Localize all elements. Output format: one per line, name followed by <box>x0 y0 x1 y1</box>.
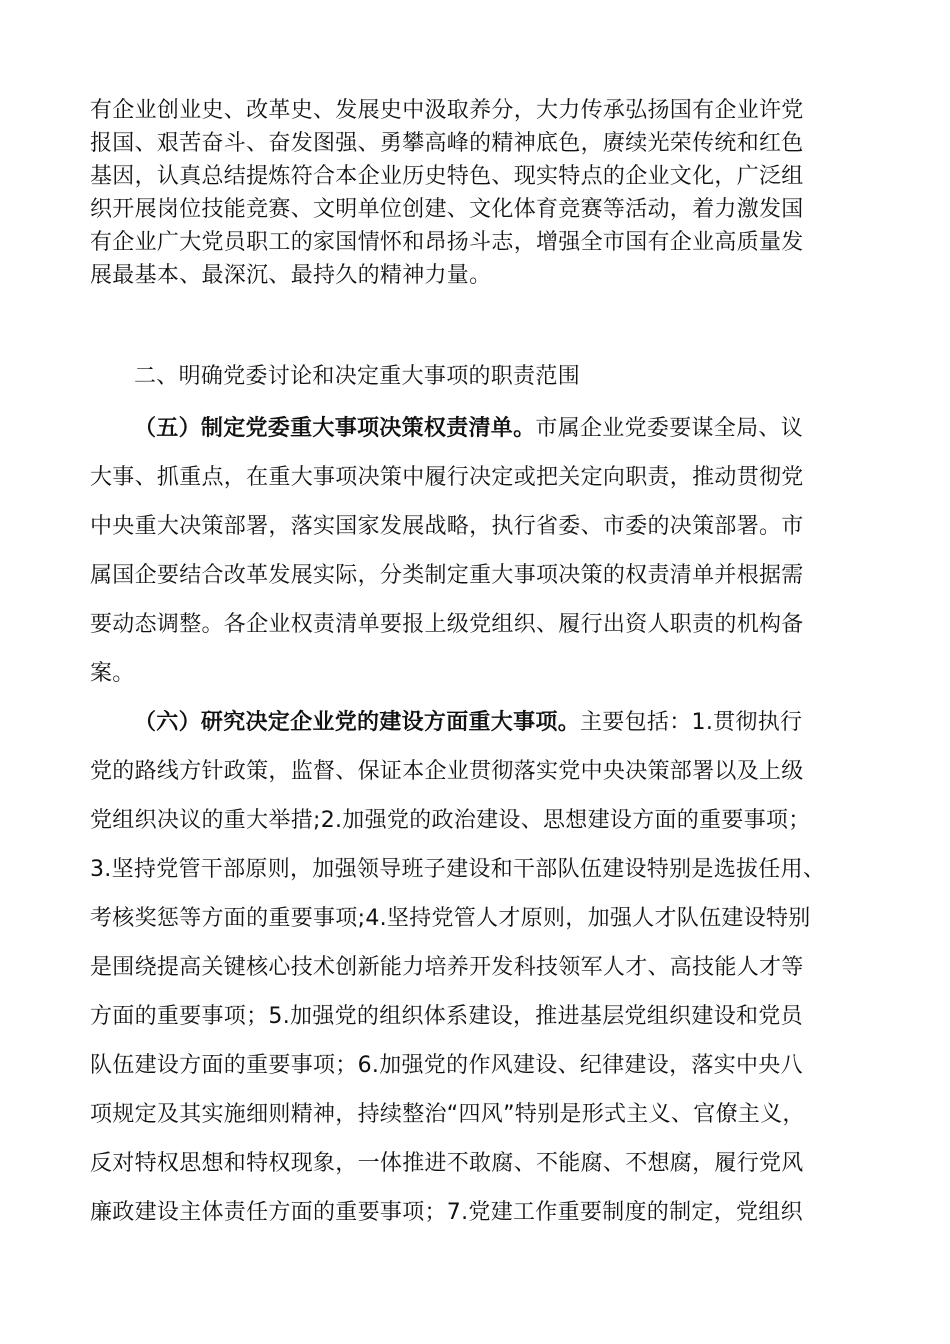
item-5-first-line <box>90 404 870 453</box>
paragraph-line: 廉政建设主体责任方面的重要事项；7.党建工作重要制度的制定，党组织 <box>90 1200 803 1225</box>
item-6-title: （六）研究决定企业党的建设方面重大事项。 <box>134 710 581 735</box>
intro-paragraph <box>90 94 870 292</box>
paragraph-line: 方面的重要事项；5.加强党的组织体系建设，推进基层党组织建设和党员 <box>90 1004 803 1029</box>
paragraph-line: 是围绕提高关键核心技术创新能力培养开发科技领军人才、高技能人才等 <box>90 955 804 980</box>
item-6-paragraph <box>90 698 870 1237</box>
item-5-first-text: 市属企业党委要谋全局、议 <box>535 416 804 441</box>
paragraph-line: 项规定及其实施细则精神，持续整治“四风”特别是形式主义、官僚主义， <box>90 1102 805 1127</box>
paragraph-line: 大事、抓重点，在重大事项决策中履行决定或把关定向职责，推动贯彻党 <box>90 465 804 490</box>
item-5-title: （五）制定党委重大事项决策权责清单。 <box>134 416 536 441</box>
paragraph-line: 案。 <box>90 661 135 686</box>
paragraph-line: 党组织决议的重大举措;2.加强党的政治建设、思想建设方面的重要事项； <box>90 808 811 833</box>
paragraph-line: 考核奖惩等方面的重要事项;4.坚持党管人才原则，加强人才队伍建设特别 <box>90 906 811 931</box>
paragraph-line: 队伍建设方面的重要事项；6.加强党的作风建设、纪律建设，落实中央八 <box>90 1053 803 1078</box>
item-5-paragraph <box>90 404 870 698</box>
item-6-first-text: 主要包括：1.贯彻执行 <box>580 710 803 735</box>
paragraph-line: 基因，认真总结提炼符合本企业历史特色、现实特点的企业文化，广泛组 <box>90 164 804 189</box>
section-heading <box>134 360 914 394</box>
paragraph-line: 属国企要结合改革发展实际，分类制定重大事项决策的权责清单并根据需 <box>90 563 804 588</box>
paragraph-line: 要动态调整。各企业权责清单要报上级党组织、履行出资人职责的机构备 <box>90 612 804 637</box>
paragraph-line: 报国、艰苦奋斗、奋发图强、勇攀高峰的精神底色，赓续光荣传统和红色 <box>90 131 804 156</box>
paragraph-line: 3.坚持党管干部原则，加强领导班子建设和干部队伍建设特别是选拔任用、 <box>90 857 826 882</box>
item-6-first-line <box>90 698 870 747</box>
paragraph-line: 有企业创业史、改革史、发展史中汲取养分，大力传承弘扬国有企业许党 <box>90 98 804 123</box>
paragraph-line: 展最基本、最深沉、最持久的精神力量。 <box>90 263 492 288</box>
paragraph-line: 织开展岗位技能竞赛、文明单位创建、文化体育竞赛等活动，着力激发国 <box>90 197 804 222</box>
paragraph-line: 党的路线方针政策，监督、保证本企业贯彻落实党中央决策部署以及上级 <box>90 759 804 784</box>
paragraph-line: 有企业广大党员职工的家国情怀和昂扬斗志，增强全市国有企业高质量发 <box>90 230 804 255</box>
paragraph-line: 反对特权思想和特权现象，一体推进不敢腐、不能腐、不想腐，履行党风 <box>90 1151 804 1176</box>
paragraph-line: 中央重大决策部署，落实国家发展战略，执行省委、市委的决策部署。市 <box>90 514 804 539</box>
section-heading-text: 二、明确党委讨论和决定重大事项的职责范围 <box>134 364 581 389</box>
